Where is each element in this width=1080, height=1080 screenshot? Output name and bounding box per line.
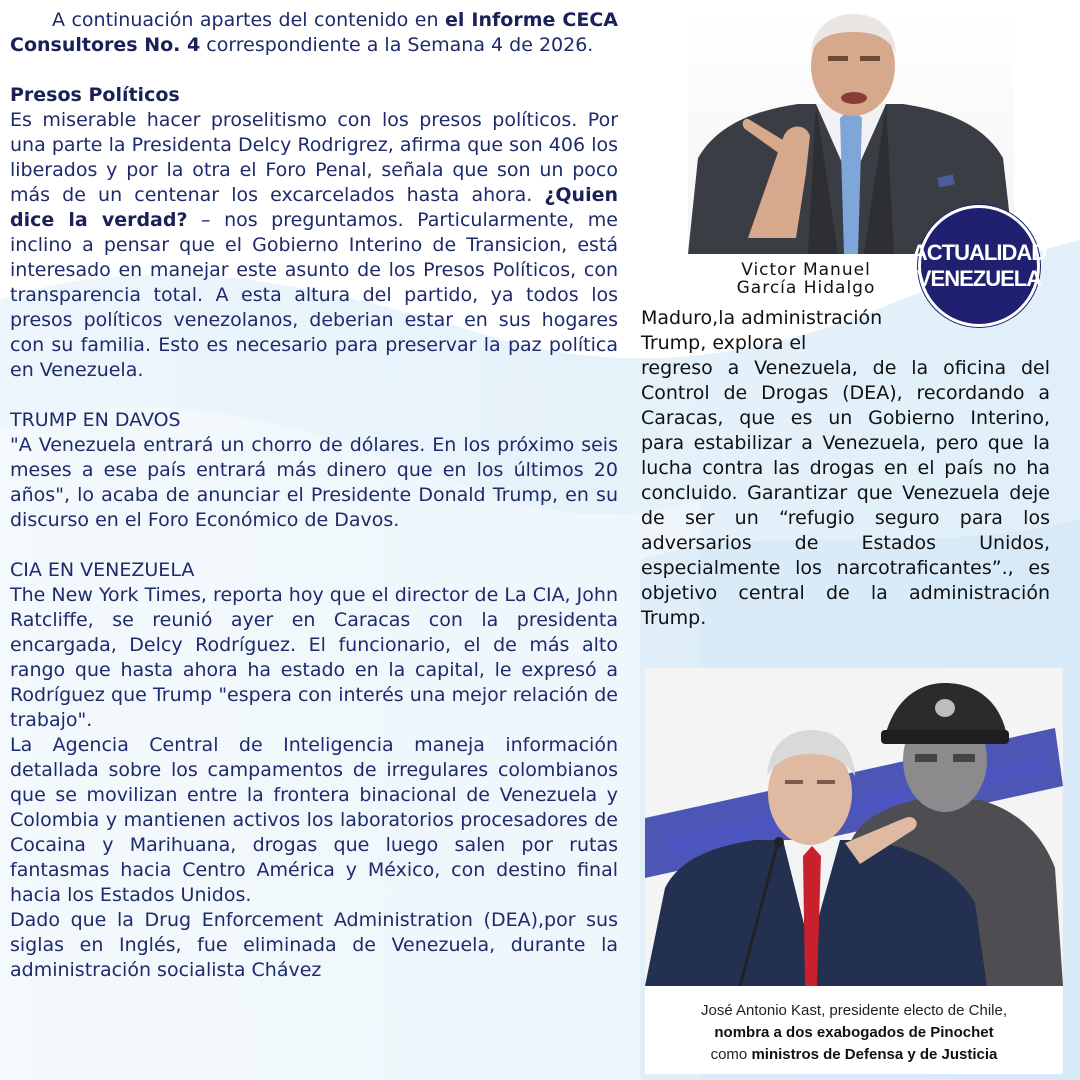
kast-pinochet-photo	[645, 668, 1063, 1074]
section-title-trump: TRUMP EN DAVOS	[10, 409, 181, 431]
photo-caption-line-2: nombra a dos exabogados de Pinochet	[714, 1024, 994, 1041]
photo-caption-line-3: como ministros de Defensa y de Justicia	[710, 1046, 998, 1063]
badge-line-1: ACTUALIDAD	[911, 240, 1047, 265]
section-body-cia-1: The New York Times, reporta hoy que el director de La CIA, John Ratcliffe, se reunió ayer en Caracas con la presidenta encargada, Delcy Rodríguez. El funcionario, el de más alto rango que hasta ahora ha estado en la capital, le expresó a Rodríguez que Trump "espera con interés una mejor relación de trabajo".	[10, 584, 618, 731]
right-column-line-2: Trump, explora el	[641, 332, 807, 354]
section-body-presos: Es miserable hacer proselitismo con los presos políticos. Por una parte la Presidenta Delcy Rodrigrez, afirma que son 406 los liberados y por la otra el Foro Penal, señala que son un poco más de un centenar los excarcelados hasta ahora. ¿Quien dice la verdad? – nos preguntamos. Particularmente, me inclino a pensar que el Gobierno Interino de Transicion, está interesado en manejar este asunto de los Presos Políticos, con transparencia total. A esta altura del partido, ya todos los presos políticos venezolanos, deberian estar en sus hogares con su familia. Esto es necesario para preservar la paz política en Venezuela.	[10, 109, 619, 381]
author-caption	[706, 261, 906, 297]
section-title-presos: Presos Políticos	[10, 84, 180, 106]
intro-paragraph: A continuación apartes del contenido en el Informe CECA Consultores No. 4 correspondiente a la Semana 4 de 2026.	[10, 9, 618, 56]
photo-caption	[645, 986, 1063, 1074]
news-photo-illustration	[645, 668, 1063, 986]
author-name-first: Victor Manuel	[741, 260, 871, 280]
report-name: el Informe CECA Consultores No. 4	[10, 9, 618, 56]
article-right-column	[641, 306, 1050, 631]
section-body-cia-2: La Agencia Central de Inteligencia maneja información detallada sobre los campamentos de irregulares colombianos que se movilizan entre la frontera binacional de Venezuela y Colombia y mantienen activos los laboratorios procesadores de Cocaina y Marihuana, drogas que luego salen por rutas fantasmas hacia Centro América y México, con destino final hacia los Estados Unidos.	[10, 734, 618, 906]
section-body-trump: "A Venezuela entrará un chorro de dólares. En los próximo seis meses a ese país entrará más dinero que en los últimos 20 años", lo acaba de anunciar el Presidente Donald Trump, en su discurso en el Foro Económico de Davos.	[10, 434, 618, 531]
actualidad-venezuela-badge	[911, 205, 1047, 327]
right-column-body: regreso a Venezuela, de la oficina del Control de Drogas (DEA), recordando a Caracas, que es un Gobierno Interino, para estabilizar a Venezuela, pero que la lucha contra las drogas en el país no ha concluido. Garantizar que Venezuela deje de ser un “refugio seguro para los adversarios de Estados Unidos, especialmente los narcotraficantes”., es objetivo central de la administración Trump.	[641, 357, 1050, 629]
author-name-last: García Hidalgo	[736, 278, 876, 298]
section-title-cia: CIA EN VENEZUELA	[10, 559, 195, 581]
right-column-line-1: Maduro,la administración	[641, 307, 883, 329]
photo-caption-line-1: José Antonio Kast, presidente electo de Chile,	[700, 1002, 1008, 1019]
badge-line-2: VENEZUELA	[916, 266, 1042, 291]
section-body-cia-3: Dado que la Drug Enforcement Administration (DEA),por sus siglas en Inglés, fue eliminada de Venezuela, durante la administración socialista Chávez	[10, 909, 618, 981]
article-left-column	[10, 8, 618, 983]
